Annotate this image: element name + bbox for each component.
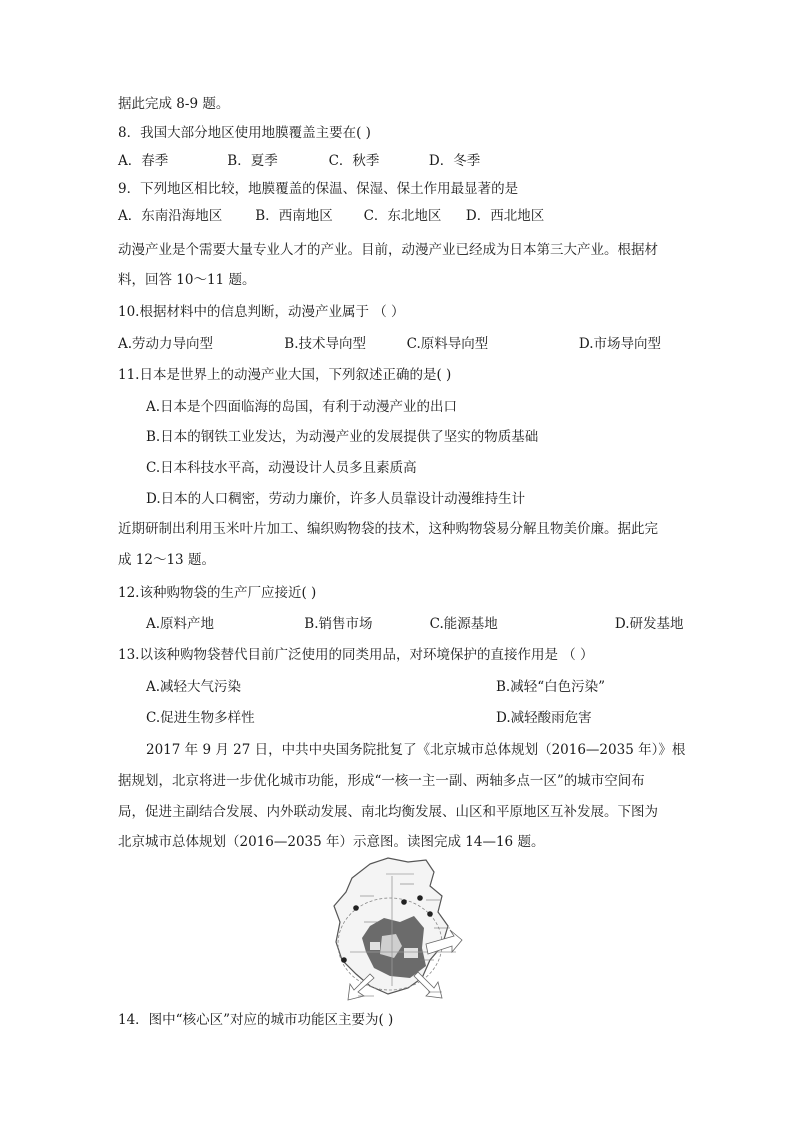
q9-option-b: B．西南地区 xyxy=(255,208,333,224)
question-10: 10.根据材料中的信息判断，动漫产业属于 （ ） xyxy=(118,304,405,320)
q12-option-c: C.能源基地 xyxy=(429,616,498,632)
q13-option-d: D.减轻酸雨危害 xyxy=(496,710,592,726)
q13-option-b: B.减轻“白色污染” xyxy=(496,679,606,695)
q11-option-c: C.日本科技水平高，动漫设计人员多且素质高 xyxy=(146,460,417,476)
question-8: 8．我国大部分地区使用地膜覆盖主要在( ) xyxy=(118,125,371,141)
q8-option-c: C．秋季 xyxy=(328,153,380,169)
q11-option-d: D.日本的人口稠密，劳动力廉价，许多人员靠设计动漫维持生计 xyxy=(146,491,526,507)
question-10-options xyxy=(118,335,661,353)
paragraph-bag-line2: 成 12～13 题。 xyxy=(118,552,215,568)
q13-option-a: A.减轻大气污染 xyxy=(146,679,242,695)
q12-option-d: D.研发基地 xyxy=(614,616,684,632)
intro-line: 据此完成 8-9 题。 xyxy=(118,96,230,112)
beijing-plan-map-icon xyxy=(330,856,464,1004)
paragraph-beijing-line4: 北京城市总体规划（2016—2035 年）示意图。读图完成 14—16 题。 xyxy=(118,834,545,850)
q8-option-a: A．春季 xyxy=(118,153,169,169)
paragraph-beijing-line3: 局，促进主副结合发展、内外联动发展、南北均衡发展、山区和平原地区互补发展。下图为 xyxy=(118,804,658,820)
question-11: 11.日本是世界上的动漫产业大国，下列叙述正确的是( ) xyxy=(118,367,452,383)
paragraph-beijing-line2: 据规划，北京将进一步优化城市功能，形成“一核一主一副、两轴多点一区”的城市空间布 xyxy=(118,773,645,789)
paragraph-beijing-line1: 2017 年 9 月 27 日，中共中央国务院批复了《北京城市总体规划（2016—2035 年）》根 xyxy=(146,742,686,758)
q10-option-d: D.市场导向型 xyxy=(578,336,662,352)
q12-option-a: A.原料产地 xyxy=(146,616,215,632)
q13-option-c: C.促进生物多样性 xyxy=(146,710,255,726)
paragraph-anime-line2: 料，回答 10～11 题。 xyxy=(118,272,256,288)
q8-option-d: D．冬季 xyxy=(428,153,481,169)
q10-option-c: C.原料导向型 xyxy=(406,336,489,352)
paragraph-anime-line1: 动漫产业是个需要大量专业人才的产业。目前，动漫产业已经成为日本第三大产业。根据材 xyxy=(118,242,658,258)
question-9-options xyxy=(118,207,544,225)
paragraph-bag-line1: 近期研制出利用玉米叶片加工、编织购物袋的技术，这种购物袋易分解且物美价廉。据此完 xyxy=(118,521,658,537)
question-12: 12.该种购物袋的生产厂应接近( ) xyxy=(118,585,317,601)
question-12-options xyxy=(146,615,684,633)
q11-option-a: A.日本是个四面临海的岛国，有利于动漫产业的出口 xyxy=(146,399,458,415)
q9-option-c: C．东北地区 xyxy=(363,208,442,224)
q12-option-b: B.销售市场 xyxy=(304,616,373,632)
q10-option-b: B.技术导向型 xyxy=(284,336,367,352)
question-9: 9．下列地区相比较，地膜覆盖的保温、保湿、保土作用最显著的是 xyxy=(118,181,519,197)
question-14: 14．图中“核心区”对应的城市功能区主要为( ) xyxy=(118,1012,394,1028)
q8-option-b: B．夏季 xyxy=(227,153,278,169)
q11-option-b: B.日本的钢铁工业发达，为动漫产业的发展提供了坚实的物质基础 xyxy=(146,429,539,445)
question-8-options xyxy=(118,152,480,170)
question-13: 13.以该种购物袋替代目前广泛使用的同类用品，对环境保护的直接作用是 （ ） xyxy=(118,647,594,663)
q9-option-d: D．西北地区 xyxy=(465,208,545,224)
q9-option-a: A．东南沿海地区 xyxy=(118,208,223,224)
q10-option-a: A.劳动力导向型 xyxy=(118,336,214,352)
